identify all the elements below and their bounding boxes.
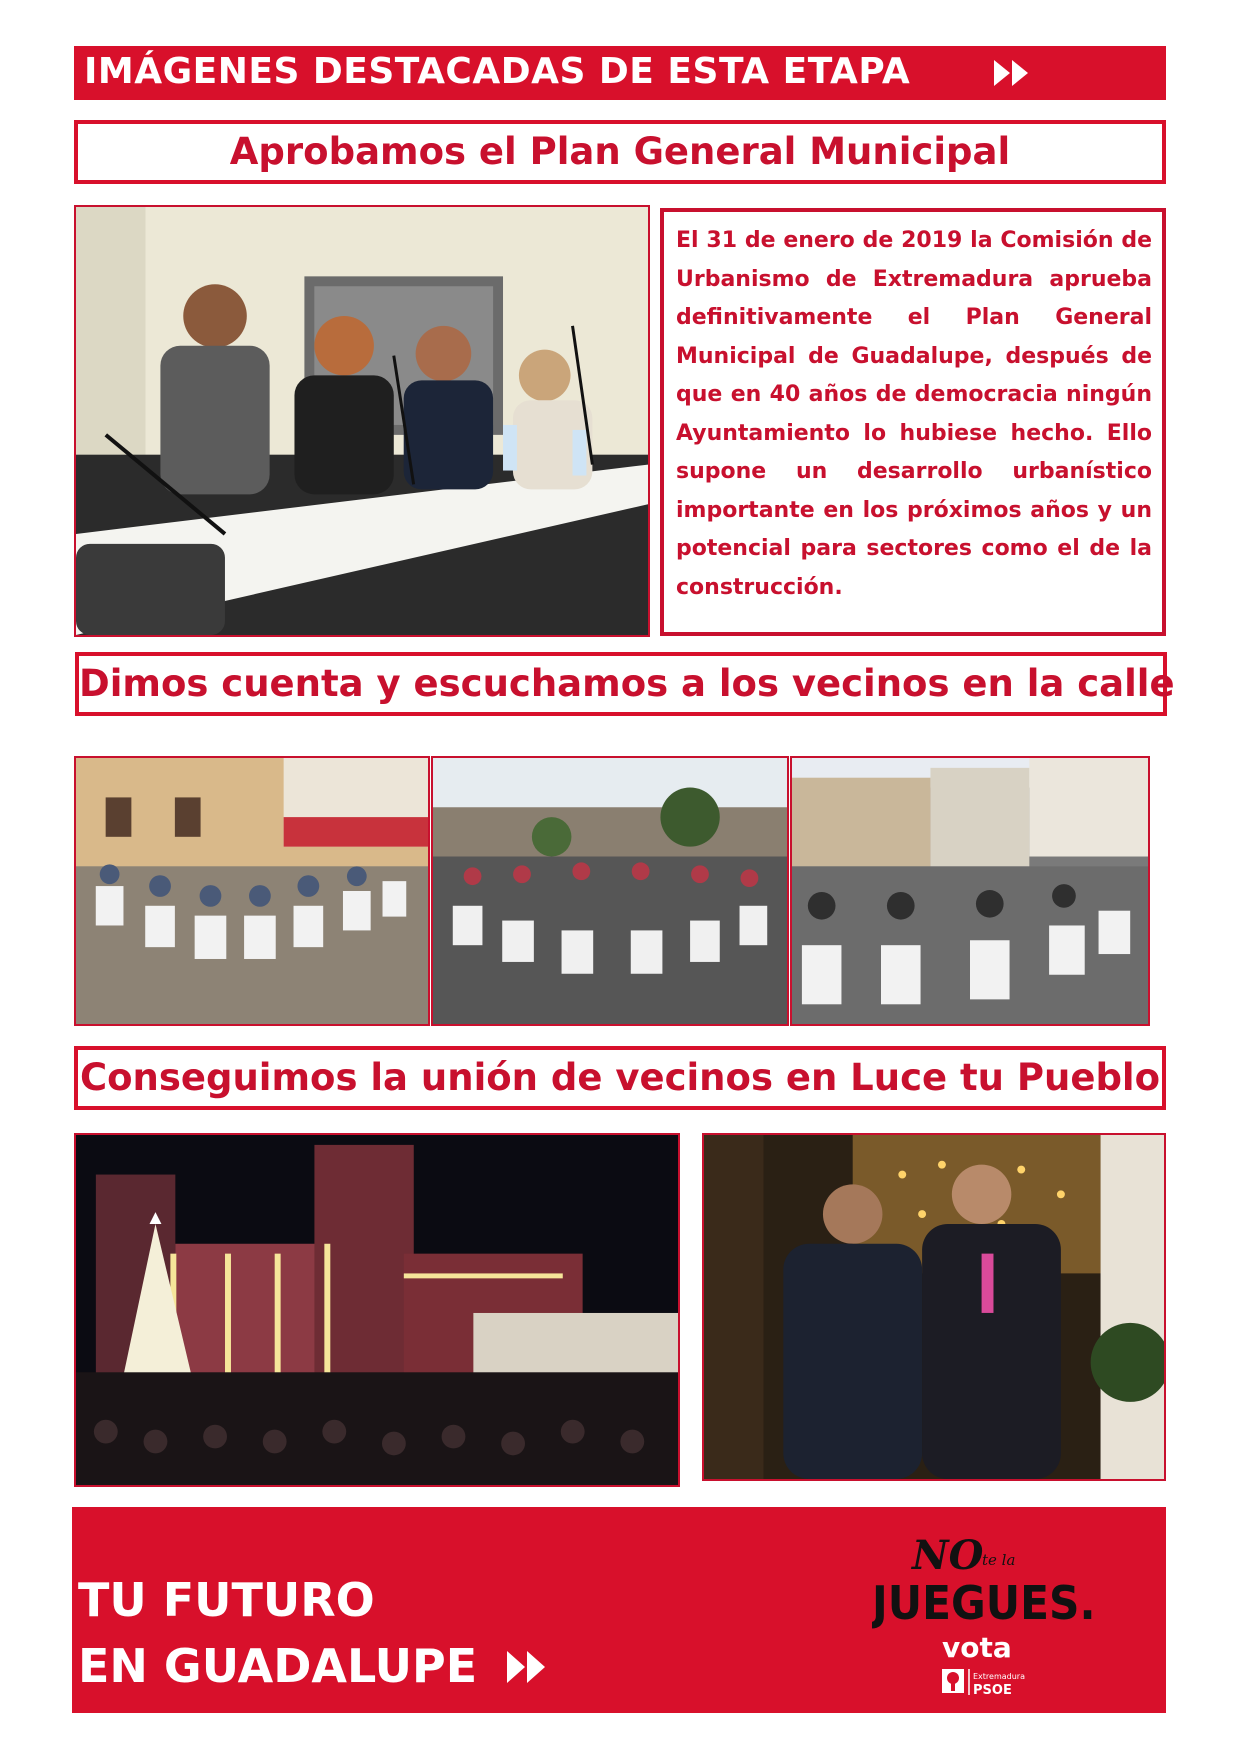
section-heading-plan: Aprobamos el Plan General Municipal [74,120,1166,184]
section-heading-street: Dimos cuenta y escuchamos a los vecinos en la calle [75,652,1167,716]
plan-description-text: El 31 de enero de 2019 la Comisión de Urbanismo de Extremadura aprueba definitivamente el Plan General Municipal de Guadalupe, después de que en 40 años de democracia ningún Ayuntamiento lo hubiese hecho. Ello supone un desarrollo urbanístico importante en los próximos años y un potencial para sectores como el de la construcción. [676,228,1152,600]
logo-juegues-text: JUEGUES. [872,1577,1096,1631]
campaign-logo [872,1533,1102,1703]
top-banner [74,46,1166,100]
photo-two-men-lights [702,1133,1166,1481]
section-heading-luce: Conseguimos la unión de vecinos en Luce tu Pueblo [74,1046,1166,1110]
photo-plan-meeting [74,205,650,637]
footer-slogan-line1: TU FUTURO [78,1573,375,1627]
footer-slogan-line2: EN GUADALUPE [78,1639,478,1693]
photo-street-meeting-2 [431,756,789,1026]
plan-description-box [660,208,1166,636]
logo-te-la-text: te la [982,1551,1016,1569]
top-banner-title: IMÁGENES DESTACADAS DE ESTA ETAPA [84,51,911,92]
psoe-rose-icon [942,1669,964,1693]
logo-party-text: PSOE [973,1683,1012,1698]
photo-street-meeting-3 [790,756,1150,1026]
double-arrow-icon [994,60,1030,86]
footer-slogan [78,1567,477,1699]
logo-no-text: NO [912,1533,984,1579]
double-arrow-icon [507,1651,547,1683]
photo-monastery-lights [74,1133,680,1487]
photo-street-meeting-1 [74,756,430,1026]
logo-region-text: Extremadura [973,1672,1025,1681]
footer-banner [72,1507,1166,1713]
logo-vota-text: vota [942,1631,1012,1664]
